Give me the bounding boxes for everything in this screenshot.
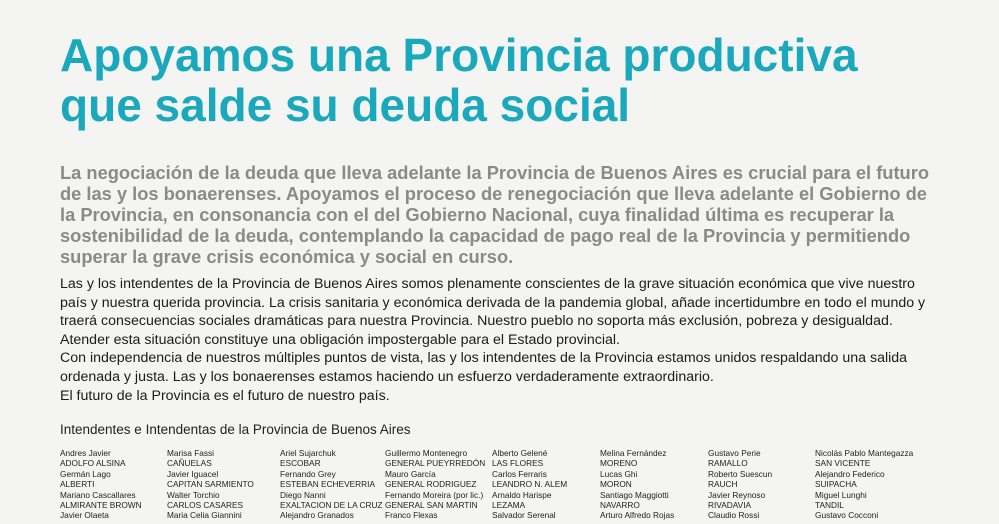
municipality-name: TANDIL — [815, 500, 844, 511]
municipality-name: RAUCH — [708, 479, 738, 490]
signature-column-1 — [60, 448, 170, 521]
body-paragraph-2: Con independencia de nuestros múltiples puntos de vista, las y los intendentes de la Provincia estamos unidos respaldando una salida ordenada y justa. Las y los bonaerenses estamos haciendo un esfuerzo verdaderamente extraordinario. — [60, 350, 908, 385]
municipality-name: NAVARRO — [600, 500, 640, 511]
lead-paragraph: La negociación de la deuda que lleva adelante la Provincia de Buenos Aires es crucial para el futuro de las y los bonaerenses. Apoyamos el proceso de renegociación que lleva adelante el Gobierno de la Provincia, en consonancia con el del Gobierno Nacional, cuya finalidad última es recuperar la sostenibilidad de la deuda, contemplando la capacidad de pago real de la Provincia y permitiendo superar la grave crisis económica y social en curso. — [60, 162, 929, 267]
municipality-name: MORENO — [600, 458, 638, 469]
signature-column-4 — [385, 448, 495, 521]
signature-column-8 — [815, 448, 925, 521]
municipality-name: MORON — [600, 479, 632, 490]
signatory-name: Arnaldo Harispe — [492, 489, 552, 500]
municipality-name: ESTEBAN ECHEVERRIA — [280, 479, 375, 490]
headline-line-2: que salde su deuda social — [60, 79, 631, 131]
signatory-name: Franco Flexas — [385, 510, 438, 521]
signatory-name: Salvador Serenal — [492, 510, 556, 521]
signature-column-3 — [280, 448, 390, 521]
municipality-name: CAPITAN SARMIENTO — [167, 479, 254, 490]
body-paragraph-1: Las y los intendentes de la Provincia de Buenos Aires somos plenamente conscientes de la grave situación económica que vive nuestro país y nuestra querida provincia. La crisis sanitaria y económica derivada de la pandemia global, añade incertidumbre en todo el mundo y traerá consecuencias sociales dramáticas para nuestra Provincia. Nuestro pueblo no soporta más exclusión, pobreza y desigualdad. Atender esta situación constituye una obligación impostergable para el Estado provincial. — [60, 276, 926, 348]
municipality-name: GENERAL RODRIGUEZ — [385, 479, 477, 490]
signatory-name: Miguel Lunghi — [815, 489, 867, 500]
headline-line-1: Apoyamos una Provincia productiva — [60, 29, 858, 81]
signatory-name: Alejandro Granados — [280, 510, 354, 521]
signatory-name: Fernando Grey — [280, 468, 336, 479]
signatory-name: Carlos Ferraris — [492, 468, 547, 479]
signatory-name: Javier Iguacel — [167, 468, 219, 479]
signatory-name: Guillermo Montenegro — [385, 448, 468, 458]
municipality-name: GENERAL PUEYRREDÓN — [385, 458, 486, 469]
signatory-name: Santiago Maggiotti — [600, 489, 669, 500]
signature-column-5 — [492, 448, 602, 521]
signatory-name: Melina Fernández — [600, 448, 667, 458]
signatory-name: Ariel Sujarchuk — [280, 448, 336, 458]
signatory-name: Fernando Moreira (por lic.) — [385, 489, 484, 500]
municipality-name: ESCOBAR — [280, 458, 321, 469]
signatory-name: Andres Javier — [60, 448, 111, 458]
signatory-name: Arturo Alfredo Rojas — [600, 510, 675, 521]
headline — [60, 30, 960, 130]
signature-column-6 — [600, 448, 710, 521]
signatory-name: Alejandro Federico — [815, 468, 885, 479]
municipality-name: LAS FLORES — [492, 458, 544, 469]
municipality-name: RAMALLO — [708, 458, 748, 469]
municipality-name: LEANDRO N. ALEM — [492, 479, 568, 490]
signatory-name: Roberto Suescun — [708, 468, 773, 479]
municipality-name: LEZAMA — [492, 500, 526, 511]
signatory-name: Mariano Cascallares — [60, 489, 136, 500]
municipality-name: CAÑUELAS — [167, 458, 212, 469]
municipality-name: RIVADAVIA — [708, 500, 752, 511]
municipality-name: ALMIRANTE BROWN — [60, 500, 142, 511]
signature-column-2 — [167, 448, 277, 521]
municipality-name: EXALTACION DE LA CRUZ — [280, 500, 383, 511]
municipality-name: CARLOS CASARES — [167, 500, 244, 511]
signatory-name: Lucas Ghi — [600, 468, 638, 479]
signatory-name: Maria Celia Giannini — [167, 510, 242, 521]
signatory-name: Javier Reynoso — [708, 489, 766, 500]
municipality-name: GENERAL SAN MARTIN — [385, 500, 478, 511]
body-text — [60, 275, 940, 405]
municipality-name: ALBERTI — [60, 479, 95, 490]
signatures-heading: Intendentes e Intendentas de la Provincia de Buenos Aires — [60, 422, 411, 437]
signatory-name: Germán Lago — [60, 468, 111, 479]
signatory-name: Gustavo Perie — [708, 448, 761, 458]
signatory-name: Walter Torchio — [167, 489, 220, 500]
signatory-name: Nicolás Pablo Mantegazza — [815, 448, 914, 458]
signatory-name: Mauro García — [385, 468, 436, 479]
municipality-name: SUIPACHA — [815, 479, 857, 490]
signatory-name: Diego Nanni — [280, 489, 326, 500]
signatures-list — [60, 448, 960, 524]
signature-column-7 — [708, 448, 818, 521]
signatory-name: Marisa Fassi — [167, 448, 215, 458]
signatory-name: Javier Olaeta — [60, 510, 109, 521]
signatory-name: Alberto Gelené — [492, 448, 548, 458]
signatory-name: Gustavo Cocconi — [815, 510, 879, 521]
municipality-name: SAN VICENTE — [815, 458, 871, 469]
municipality-name: ADOLFO ALSINA — [60, 458, 126, 469]
signatory-name: Claudio Rossi — [708, 510, 760, 521]
body-paragraph-3: El futuro de la Provincia es el futuro de nuestro país. — [60, 387, 390, 404]
